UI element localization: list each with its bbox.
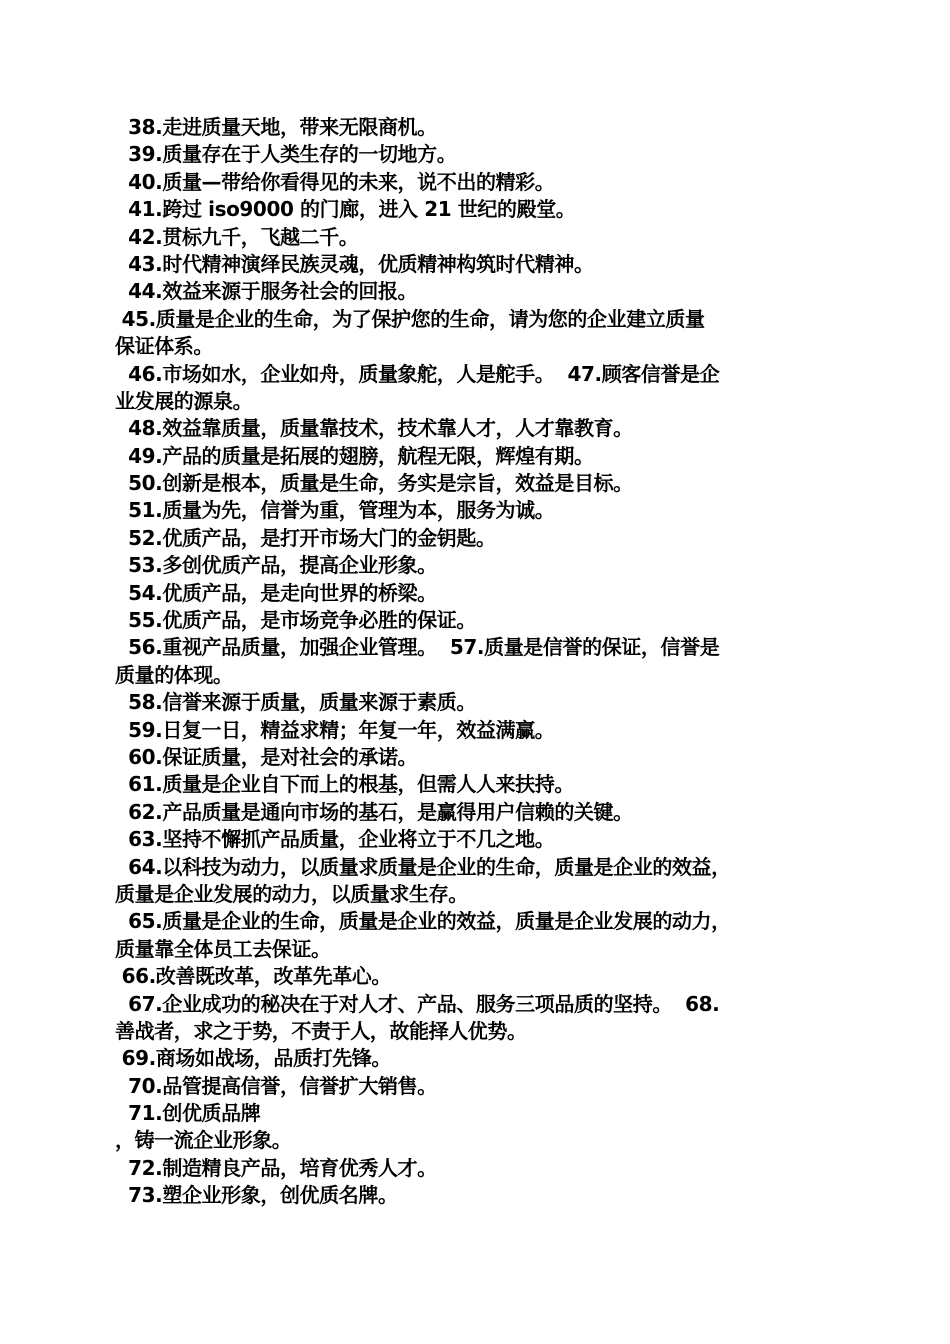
text-line: 43.时代精神演绎民族灵魂，优质精神构筑时代精神。 bbox=[115, 251, 594, 276]
text-line: 73.塑企业形象，创优质名牌。 bbox=[115, 1183, 398, 1208]
text-line: 42.贯标九千，飞越二千。 bbox=[115, 224, 359, 249]
text-line: 55.优质产品，是市场竞争必胜的保证。 bbox=[115, 608, 476, 633]
text-line: 46.市场如水，企业如舟，质量象舵，人是舵手。 47.顾客信誉是企 bbox=[115, 361, 720, 386]
text-line: 44.效益来源于服务社会的回报。 bbox=[115, 279, 418, 304]
text-line: 质量是企业发展的动力，以质量求生存。 bbox=[115, 881, 468, 906]
text-line: 50.创新是根本，质量是生命，务实是宗旨，效益是目标。 bbox=[115, 471, 633, 496]
text-line: 59.日复一日，精益求精；年复一年，效益满赢。 bbox=[115, 717, 555, 742]
text-line: ，铸一流企业形象。 bbox=[115, 1128, 292, 1153]
text-line: 51.质量为先，信誉为重，管理为本，服务为诚。 bbox=[115, 498, 555, 523]
text-line: 41.跨过 iso9000 的门廊，进入 21 世纪的殿堂。 bbox=[115, 197, 576, 222]
text-line: 64.以科技为动力，以质量求质量是企业的生命，质量是企业的效益， bbox=[115, 854, 731, 879]
slogan-list bbox=[115, 114, 850, 1210]
text-line: 53.多创优质产品，提高企业形象。 bbox=[115, 553, 437, 578]
text-line: 56.重视产品质量，加强企业管理。 57.质量是信誉的保证，信誉是 bbox=[115, 635, 720, 660]
text-line: 质量的体现。 bbox=[115, 662, 233, 687]
text-line: 72.制造精良产品，培育优秀人才。 bbox=[115, 1155, 437, 1180]
text-line: 善战者，求之于势，不责于人，故能择人优势。 bbox=[115, 1018, 527, 1043]
text-line: 54.优质产品，是走向世界的桥梁。 bbox=[115, 580, 437, 605]
text-line: 69.商场如战场，品质打先锋。 bbox=[115, 1046, 391, 1071]
text-line: 63.坚持不懈抓产品质量，企业将立于不几之地。 bbox=[115, 827, 555, 852]
text-line: 52.优质产品，是打开市场大门的金钥匙。 bbox=[115, 525, 496, 550]
text-line: 66.改善既改革，改革先革心。 bbox=[115, 964, 391, 989]
text-line: 60.保证质量，是对社会的承诺。 bbox=[115, 744, 418, 769]
text-line: 61.质量是企业自下而上的根基，但需人人来扶持。 bbox=[115, 772, 574, 797]
text-line: 45.质量是企业的生命，为了保护您的生命，请为您的企业建立质量 bbox=[115, 306, 705, 331]
text-line: 48.效益靠质量，质量靠技术，技术靠人才，人才靠教育。 bbox=[115, 416, 633, 441]
text-line: 38.走进质量天地，带来无限商机。 bbox=[115, 115, 437, 139]
text-line: 71.创优质品牌 bbox=[115, 1101, 261, 1126]
text-line: 39.质量存在于人类生存的一切地方。 bbox=[115, 142, 457, 167]
text-line: 质量靠全体员工去保证。 bbox=[115, 936, 331, 961]
text-line: 58.信誉来源于质量，质量来源于素质。 bbox=[115, 690, 476, 715]
text-line: 62.产品质量是通向市场的基石，是赢得用户信赖的关键。 bbox=[115, 799, 633, 824]
text-line: 业发展的源泉。 bbox=[115, 388, 253, 413]
text-line: 保证体系。 bbox=[115, 334, 213, 359]
text-line: 40.质量—带给你看得见的未来，说不出的精彩。 bbox=[115, 169, 555, 194]
text-line: 67.企业成功的秘决在于对人才、产品、服务三项品质的坚持。 68. bbox=[115, 991, 720, 1016]
text-line: 65.质量是企业的生命，质量是企业的效益，质量是企业发展的动力， bbox=[115, 909, 731, 934]
text-line: 49.产品的质量是拓展的翅膀，航程无限，辉煌有期。 bbox=[115, 443, 594, 468]
text-line: 70.品管提高信誉，信誉扩大销售。 bbox=[115, 1073, 437, 1098]
